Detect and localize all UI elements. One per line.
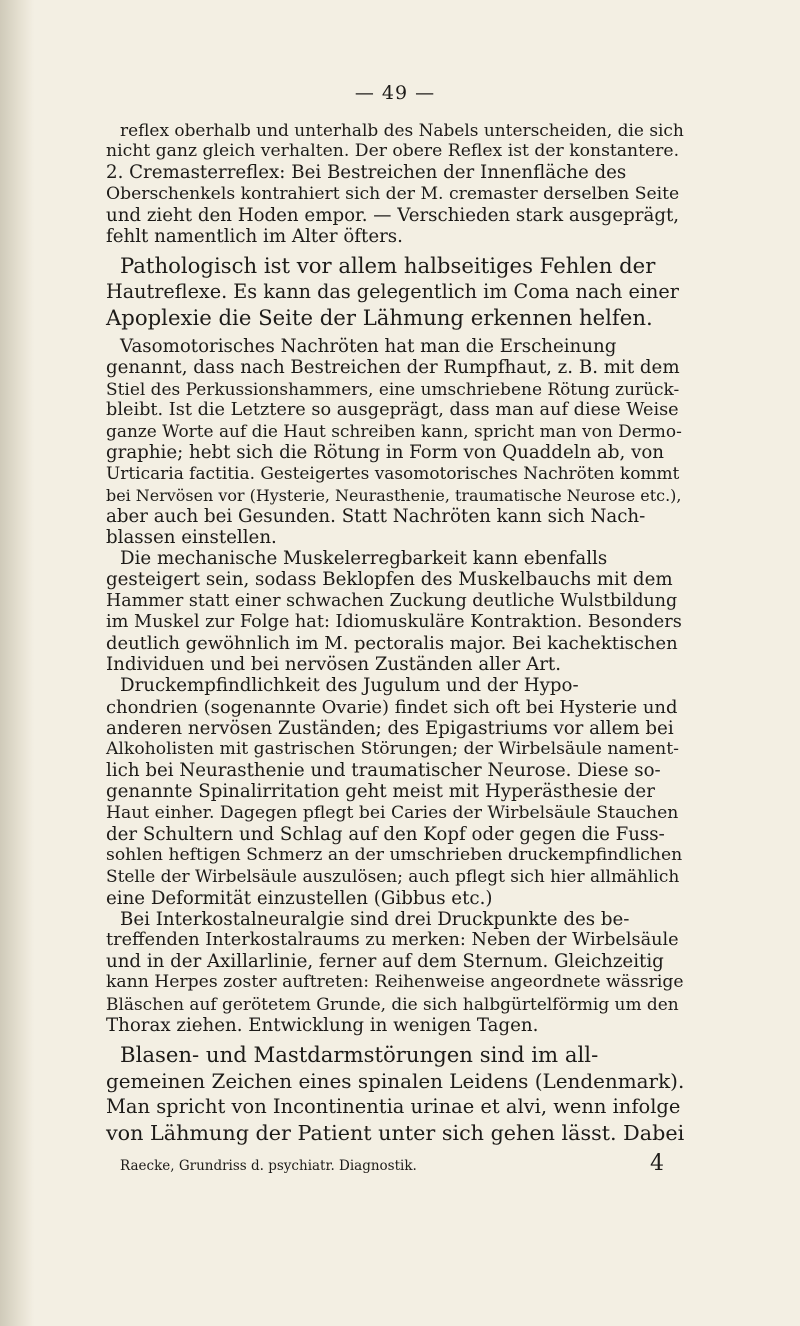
signature-mark: 4 [650,1150,664,1176]
text-line: und zieht den Hoden empor. — Verschieden stark ausgeprägt, [106,204,680,226]
text-line: Alkoholisten mit gastrischen Störungen; der Wirbelsäule nament- [106,739,679,760]
text-line: reflex oberhalb und unterhalb des Nabels unterscheiden, die sich [120,120,684,140]
text-line: bei Nervösen vor (Hysterie, Neurasthenie, traumatische Neurose etc.), [106,485,682,505]
book-page [106,82,684,1176]
text-line: bleibt. Ist die Letztere so ausgeprägt, dass man auf diese Weise [106,399,679,420]
paragraph [106,909,684,1036]
text-line: genannt, dass nach Bestreichen der Rumpfhaut, z. B. mit dem [106,357,680,379]
text-line: graphie; hebt sich die Rötung in Form von Quaddeln ab, von [106,442,665,464]
large-paragraph [106,1042,684,1146]
text-line: nicht ganz gleich verhalten. Der obere Reflex ist der konstantere. [106,141,680,162]
text-line: deutlich gewöhnlich im M. pectoralis major. Bei kachektischen [106,633,678,655]
paragraph [106,548,684,675]
text-line: Hammer statt einer schwachen Zuckung deutliche Wulstbildung [106,590,678,611]
page-number: — 49 — [354,82,436,104]
text-line: Bläschen auf gerötetem Grunde, die sich halbgürtelförmig um den [106,993,679,1014]
text-line: Apoplexie die Seite der Lähmung erkennen helfen. [106,305,653,331]
text-line: Stiel des Perkussionshammers, eine umschriebene Rötung zurück- [106,378,680,399]
text-line: Vasomotorisches Nachröten hat man die Erscheinung [120,336,617,358]
footer-source: Raecke, Grundriss d. psychiatr. Diagnostik. [120,1157,417,1174]
text-body [106,120,684,1146]
text-line: aber auch bei Gesunden. Statt Nachröten kann sich Nach- [106,505,646,527]
text-line: anderen nervösen Zuständen; des Epigastriums vor allem bei [106,717,674,739]
text-line: sohlen heftigen Schmerz an der umschrieben druckempfindlichen [106,845,683,866]
text-line: Bei Interkostalneuralgie sind drei Druckpunkte des be- [120,908,630,930]
text-line: lich bei Neurasthenie und traumatischer Neurose. Diese so- [106,760,661,782]
paragraph [106,336,684,548]
text-line: Oberschenkels kontrahiert sich der M. cremaster derselben Seite [106,183,680,204]
text-line: von Lähmung der Patient unter sich gehen lässt. Dabei [106,1120,685,1145]
text-line: Haut einher. Dagegen pflegt bei Caries der Wirbelsäule Stauchen [106,802,679,823]
text-line: kann Herpes zoster auftreten: Reihenweise angeordnete wässrige [106,972,684,993]
text-line: gemeinen Zeichen eines spinalen Leidens (Lendenmark). [106,1068,685,1093]
text-line: 2. Cremasterreflex: Bei Bestreichen der Innenfläche des [106,162,627,184]
text-line: treffenden Interkostalraums zu merken: Neben der Wirbelsäule [106,929,679,950]
text-line: Stelle der Wirbelsäule auszulösen; auch pflegt sich hier allmählich [106,866,680,887]
text-line: gesteigert sein, sodass Beklopfen des Muskelbauchs mit dem [106,569,673,591]
text-line: chondrien (sogenannte Ovarie) findet sich oft bei Hysterie und [106,696,678,718]
text-line: Die mechanische Muskelerregbarkeit kann ebenfalls [120,548,608,570]
text-line: blassen einstellen. [106,527,277,549]
text-line: der Schultern und Schlag auf den Kopf oder gegen die Fuss- [106,823,665,845]
large-paragraph [106,253,684,331]
text-line: Man spricht von Incontinentia urinae et alvi, wenn infolge [106,1094,681,1118]
text-line: eine Deformität einzustellen (Gibbus etc.) [106,887,493,909]
text-line: ganze Worte auf die Haut schreiben kann, spricht man von Dermo- [106,421,682,442]
text-line: Urticaria factitia. Gesteigertes vasomotorisches Nachröten kommt [106,463,680,484]
page-gutter-shadow [0,0,34,1326]
text-line: Thorax ziehen. Entwicklung in wenigen Tagen. [106,1014,539,1036]
text-line: fehlt namentlich im Alter öfters. [106,226,403,248]
paragraph [106,675,684,908]
text-line: Individuen und bei nervösen Zuständen aller Art. [106,654,561,676]
text-line: genannte Spinalirritation geht meist mit Hyperästhesie der [106,781,655,803]
text-line: Blasen- und Mastdarmstörungen sind im all- [120,1041,599,1067]
text-line: Pathologisch ist vor allem halbseitiges Fehlen der [120,253,656,279]
text-line: Druckempfindlichkeit des Jugulum und der Hypo- [120,675,579,697]
text-line: Hautreflexe. Es kann das gelegentlich im Coma nach einer [106,280,679,304]
page-footer [106,1151,684,1176]
paragraph [106,120,684,247]
text-line: und in der Axillarlinie, ferner auf dem Sternum. Gleichzeitig [106,951,664,973]
text-line: im Muskel zur Folge hat: Idiomuskuläre Kontraktion. Besonders [106,611,682,632]
